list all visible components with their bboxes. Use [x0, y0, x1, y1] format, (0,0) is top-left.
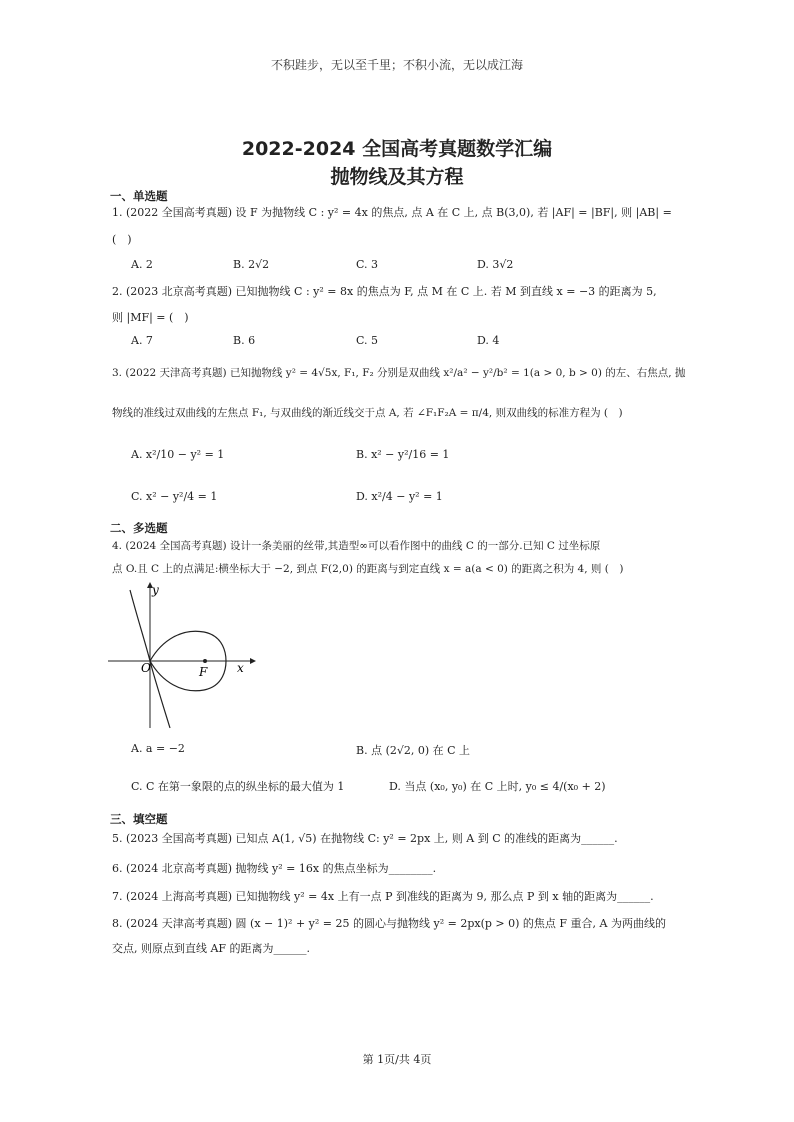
question-5-text: 5. (2023 全国高考真题) 已知点 A(1, √5) 在抛物线 C: y² = 2px 上, 则 A 到 C 的准线的距离为______.	[112, 832, 618, 845]
question-4-text: 4. (2024 全国高考真题) 设计一条美丽的丝带,其造型∞可以看作图中的曲线 C 的一部分.已知 C 过坐标原	[112, 540, 601, 552]
section-heading-fill-in: 三、填空题	[110, 812, 168, 826]
curve-figure	[108, 580, 258, 730]
x-axis-arrow	[250, 658, 256, 664]
q2-option-d: D. 4	[477, 334, 500, 347]
page-subtitle: 抛物线及其方程	[330, 166, 464, 188]
section-heading-multiple-choice: 二、多选题	[110, 521, 168, 535]
q3-option-a: A. x²/10 − y² = 1	[131, 448, 225, 461]
q3-option-b: B. x² − y²/16 = 1	[356, 448, 450, 461]
x-axis-label: x	[237, 661, 244, 675]
q4-option-d: D. 当点 (x₀, y₀) 在 C 上时, y₀ ≤ 4/(x₀ + 2)	[389, 780, 606, 793]
q1-option-b: B. 2√2	[233, 258, 270, 271]
section-heading-single-choice: 一、单选题	[110, 189, 168, 203]
page-title: 2022-2024 全国高考真题数学汇编	[241, 138, 553, 160]
q2-option-b: B. 6	[233, 334, 256, 347]
question-1-tail: ( )	[112, 233, 132, 246]
question-1-text: 1. (2022 全国高考真题) 设 F 为抛物线 C : y² = 4x 的焦点, 点 A 在 C 上, 点 B(3,0), 若 |AF| = |BF|, 则 |AB| =	[112, 206, 672, 219]
page-motto: 不积跬步，无以至千里；不积小流，无以成江海	[270, 58, 523, 72]
q4-option-a: A. a = −2	[131, 742, 185, 755]
q4-option-c: C. C 在第一象限的点的纵坐标的最大值为 1	[131, 780, 345, 793]
q1-option-a: A. 2	[131, 258, 153, 271]
q3-option-d: D. x²/4 − y² = 1	[356, 490, 443, 503]
q2-option-a: A. 7	[131, 334, 153, 347]
question-3-text: 3. (2022 天津高考真题) 已知抛物线 y² = 4√5x, F₁, F₂ 分别是双曲线 x²/a² − y²/b² = 1(a > 0, b > 0) 的左、右焦点, 抛	[112, 367, 686, 379]
q2-option-c: C. 5	[356, 334, 379, 347]
question-8-tail: 交点, 则原点到直线 AF 的距离为______.	[112, 942, 311, 955]
origin-label: O	[141, 661, 151, 675]
y-axis-label: y	[152, 583, 159, 597]
q4-option-b: B. 点 (2√2, 0) 在 C 上	[356, 744, 471, 757]
focus-point	[203, 659, 207, 663]
q3-option-c: C. x² − y²/4 = 1	[131, 490, 218, 503]
question-4-tail: 点 O.且 C 上的点满足:横坐标大于 −2, 到点 F(2,0) 的距离与到定直线 x = a(a < 0) 的距离之积为 4, 则 ( )	[112, 563, 624, 575]
question-2-text: 2. (2023 北京高考真题) 已知抛物线 C : y² = 8x 的焦点为 F, 点 M 在 C 上. 若 M 到直线 x = −3 的距离为 5,	[112, 285, 657, 298]
question-8-text: 8. (2024 天津高考真题) 圆 (x − 1)² + y² = 25 的圆心与抛物线 y² = 2px(p > 0) 的焦点 F 重合, A 为两曲线的	[112, 917, 666, 930]
q1-option-d: D. 3√2	[477, 258, 514, 271]
question-2-tail: 则 |MF| = ( )	[112, 311, 189, 324]
q1-option-c: C. 3	[356, 258, 379, 271]
question-6-text: 6. (2024 北京高考真题) 抛物线 y² = 16x 的焦点坐标为________.	[112, 862, 437, 875]
focus-label: F	[199, 665, 208, 679]
page-number: 第 1页/共 4页	[362, 1053, 432, 1066]
question-3-tail: 物线的准线过双曲线的左焦点 F₁, 与双曲线的渐近线交于点 A, 若 ∠F₁F₂A = π/4, 则双曲线的标准方程为 ( )	[112, 407, 623, 419]
question-7-text: 7. (2024 上海高考真题) 已知抛物线 y² = 4x 上有一点 P 到准线的距离为 9, 那么点 P 到 x 轴的距离为______.	[112, 890, 654, 903]
